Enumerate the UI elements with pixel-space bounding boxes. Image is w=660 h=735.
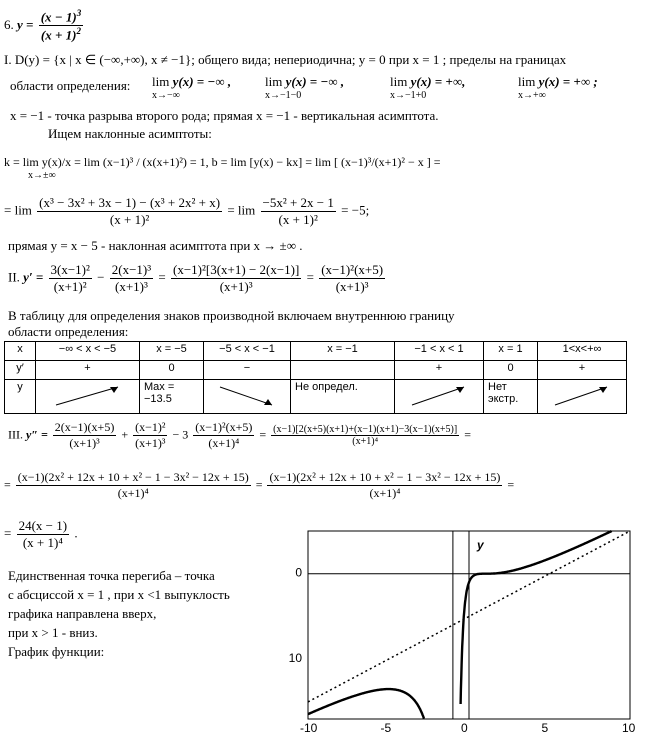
b-expansion: = lim $\frac{\text{(x³ − 3x² + 3x − 1) − (x³ + 2x² + x)}}{\text{(x + 1)²}}$ = lim $\frac{\text{−5x² + 2x − 1}}{\text{(x + 1)²}}$ = −5; — [4, 195, 370, 227]
limit-expr: y(x) = −∞ , — [172, 74, 232, 89]
k-b-line — [4, 155, 441, 181]
s3-den: (x+1)⁴ — [208, 436, 240, 450]
final-den: (x + 1)⁴ — [22, 535, 63, 550]
sign-table-deriv-row — [5, 361, 627, 380]
function-num-exp: 3 — [76, 8, 82, 18]
deriv-t3 — [171, 262, 301, 295]
inflection-line: с абсциссой x = 1 , при x <1 выпуклость — [8, 587, 230, 602]
line2-num: (x−1)(2x² + 12x + 10 + x² − 1 − 3x² − 12x + 15) — [269, 470, 501, 484]
line2-frac-b — [267, 470, 502, 501]
b-frac-1 — [37, 195, 222, 228]
function-series-right — [461, 531, 612, 704]
asymptote-text: прямая y = x − 5 - наклонная асимптота при x → ±∞ . — [8, 238, 303, 253]
table-cell: x = 1 — [484, 342, 538, 361]
limit-1 — [152, 74, 231, 101]
k-sub: x→±∞ — [28, 170, 56, 181]
limit-label: lim — [518, 74, 536, 89]
b-den1: (x + 1)² — [109, 212, 150, 227]
second-deriv-line2: = $\frac{\text{(x−1)(2x² + 12x + 10 + x² − 1 − 3x² − 12x + 15)}}{\text{(x+1)⁴}}$ = $\frac{\text{(x−1)(2x² + 12x + 10 + x² − 1 − 3x² − 12x + 15)}}{\text{(x+1)⁴}}$ = — [4, 470, 515, 500]
table-cell: 0 — [140, 361, 204, 380]
function-series-left — [308, 689, 424, 718]
y-axis-label: y — [477, 538, 484, 552]
table-cell — [291, 361, 395, 380]
t4-num: (x−1)²(x+5) — [321, 262, 384, 277]
section2-marker: II. — [8, 269, 20, 285]
table-cell: 0 — [484, 361, 538, 380]
table-cell: −1 < x < 1 — [395, 342, 484, 361]
table-cell: y′ — [5, 361, 36, 380]
table-cell: 1<x<+∞ — [538, 342, 627, 361]
limit-label: lim — [390, 74, 408, 89]
table-cell: + — [36, 361, 140, 380]
s3-num: (x−1)²(x+5) — [195, 420, 253, 434]
x-tick-label: 0 — [461, 721, 468, 735]
increasing-arrow-icon — [404, 381, 474, 409]
b-num1: (x³ − 3x² + 3x − 1) − (x³ + 2x² + x) — [39, 195, 221, 210]
limits-intro: области определения: — [10, 78, 131, 93]
t1-den: (x+1)² — [53, 279, 87, 294]
arrow-down-cell — [204, 380, 291, 414]
limit-expr: y(x) = −∞ , — [285, 74, 345, 89]
limit-sub: x→−1+0 — [390, 90, 427, 101]
s2-num: (x−1)² — [135, 420, 166, 434]
limit-2 — [265, 74, 344, 101]
s4 — [271, 424, 459, 447]
table-cell: y — [5, 380, 36, 414]
decreasing-arrow-icon — [212, 381, 282, 409]
second-deriv-lhs: y″ = — [26, 427, 48, 442]
s1-den: (x+1)³ — [69, 436, 100, 450]
s4-den: (x+1)⁴ — [352, 436, 379, 447]
increasing-arrow-icon — [547, 381, 617, 409]
limit-label: lim — [265, 74, 283, 89]
table-cell: −∞ < x < −5 — [36, 342, 140, 361]
limit-expr: y(x) = +∞ ; — [538, 74, 598, 89]
s4-num: (x−1)[2(x+5)(x+1)+(x−1)(x+1)−3(x−1)(x+5)] — [273, 424, 458, 435]
k-b-text: k = lim y(x)/x = lim (x−1)³ / (x(x+1)²) = 1, b = lim [y(x) − kx] = lim [ (x−1)³/(x+1)² − x ] = — [4, 155, 441, 169]
line2-frac-a — [16, 470, 251, 501]
function-fraction — [39, 8, 84, 44]
table-cell: −5 < x < −1 — [204, 342, 291, 361]
x-tick-label: -10 — [300, 721, 318, 735]
t4-den: (x+1)³ — [335, 279, 369, 294]
table-cell: + — [538, 361, 627, 380]
s2 — [133, 420, 167, 451]
sign-table-func-row — [5, 380, 627, 414]
inflection-line: графика направлена вверх, — [8, 606, 157, 621]
table-cell: Max = −13.5 — [140, 380, 204, 414]
function-lhs: y = — [17, 16, 34, 32]
function-num: (x − 1) — [40, 9, 77, 25]
b-frac-2 — [261, 195, 336, 228]
limit-label: lim — [152, 74, 170, 89]
table-intro-1: В таблицу для определения знаков производной включаем внутреннюю границу — [8, 308, 455, 323]
problem-header — [4, 8, 85, 44]
increasing-arrow-icon — [48, 381, 128, 409]
limit-expr: y(x) = +∞, — [410, 74, 466, 89]
inflection-text — [8, 566, 230, 661]
sign-table — [4, 341, 627, 414]
function-den: (x + 1) — [40, 27, 77, 43]
s2-den: (x+1)³ — [135, 436, 166, 450]
limit-sub: x→−∞ — [152, 90, 180, 101]
second-deriv-final: = $\frac{24(x - 1)}{\text{(x + 1)⁴}}$ . — [4, 518, 78, 550]
section1-domain — [4, 52, 566, 68]
t2-num: 2(x−1)³ — [111, 262, 152, 277]
final-num: 24(x − 1) — [18, 518, 68, 533]
table-cell: Не определ. — [291, 380, 395, 414]
discontinuity-text: x = −1 - точка разрыва второго рода; прямая x = −1 - вертикальная асимптота. — [10, 108, 439, 123]
deriv-t1 — [49, 262, 92, 295]
t2-den: (x+1)³ — [115, 279, 148, 294]
inflection-line: Единственная точка перегиба – точка — [8, 568, 215, 583]
problem-number: 6. — [4, 16, 14, 32]
t3-num: (x−1)²[3(x+1) − 2(x−1)] — [172, 262, 300, 277]
limit-4 — [518, 74, 598, 101]
section3-marker: III. — [8, 427, 23, 442]
x-tick-label: 5 — [541, 721, 549, 735]
limit-3 — [390, 74, 465, 101]
function-den-exp: 2 — [76, 26, 81, 37]
table-cell: x = −5 — [140, 342, 204, 361]
s3 — [193, 420, 254, 451]
limits-row — [10, 78, 130, 94]
s1-num: 2(x−1)(x+5) — [54, 420, 115, 434]
s1 — [53, 420, 117, 451]
inflection-line: График функции: — [8, 644, 105, 659]
deriv-t4 — [319, 262, 385, 295]
inflection-line: при x > 1 - вниз. — [8, 625, 98, 640]
t3-den: (x+1)³ — [219, 279, 253, 294]
function-graph — [288, 525, 640, 735]
sign-table-header — [5, 342, 627, 361]
x-tick-label: 10 — [622, 721, 636, 735]
table-cell: x = −1 — [291, 342, 395, 361]
deriv-lhs: y′ = — [23, 269, 44, 285]
line2-den: (x+1)⁴ — [117, 486, 149, 500]
table-cell: Нет экстр. — [484, 380, 538, 414]
b-den2: (x + 1)² — [278, 212, 318, 227]
oblique-heading: Ищем наклонные асимптоты: — [48, 126, 212, 141]
table-intro-2: области определения: — [8, 324, 129, 339]
b-num2: −5x² + 2x − 1 — [262, 195, 334, 210]
table-cell: x — [5, 342, 36, 361]
b-result: = −5; — [341, 202, 370, 218]
y-tick-label: 10 — [288, 651, 302, 666]
x-tick-label: -5 — [380, 721, 392, 735]
section1-marker: I. — [4, 52, 12, 67]
line2-num: (x−1)(2x² + 12x + 10 + x² − 1 − 3x² − 12x + 15) — [17, 470, 249, 484]
table-cell: − — [204, 361, 291, 380]
section2-derivative: II. y′ = $\frac{\text{3(x−1)²}}{\text{(x+1)²}}$ − $\frac{\text{2(x−1)³}}{\text{(x+1)³}}$ = $\frac{\text{(x−1)²[3(x+1) − 2(x−1)]}}{\text{(x+1)³}}$ = $\frac{\text{(x−1)²(x+5)}}{\text{(x+1)³}}$ — [8, 262, 384, 294]
domain-text: D(y) = {x | x ∈ (−∞,+∞), x ≠ −1}; общего вида; непериодична; y = 0 при x = 1 ; пределы на границах — [14, 52, 567, 67]
arrow-up-cell — [538, 380, 627, 414]
limit-sub: x→+∞ — [518, 90, 546, 101]
arrow-up-cell — [36, 380, 140, 414]
section3-second-deriv: III. y″ = $\frac{2(x-1)(x+5)}{\text{(x+1)³}}$ + $\frac{\text{(x−1)²}}{\text{(x+1)³}}$ − 3 $\frac{\text{(x−1)²(x+5)}}{\text{(x+1)⁴}}$ = $\frac{(x-1)[2(x+5)(x+1)+(x-1)(x+1)-3(x-1)(x+5)]}{\text{(x+1)⁴}}$ = — [8, 420, 471, 450]
arrow-up-cell — [395, 380, 484, 414]
line2-den: (x+1)⁴ — [369, 486, 401, 500]
y-tick-label: 0 — [295, 565, 302, 580]
final-frac — [17, 518, 70, 551]
deriv-t2 — [110, 262, 153, 295]
table-cell: + — [395, 361, 484, 380]
t1-num: 3(x−1)² — [50, 262, 90, 277]
limit-sub: x→−1−0 — [265, 90, 302, 101]
